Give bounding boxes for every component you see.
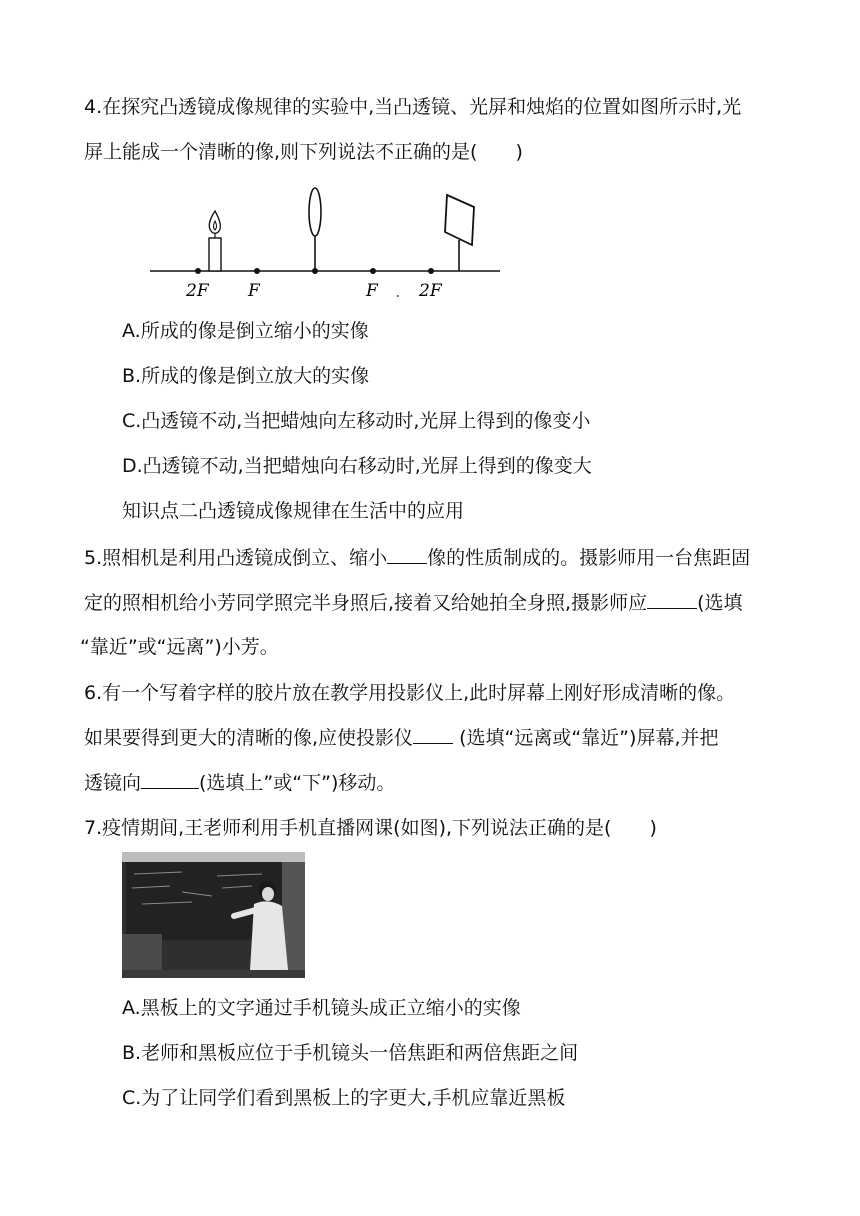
point-2f-right bbox=[428, 268, 434, 274]
q6-line1: 6.有一个写着字样的胶片放在教学用投影仪上,此时屏幕上刚好形成清晰的像。 bbox=[84, 682, 736, 704]
q4-option-d: D.凸透镜不动,当把蜡烛向右移动时,光屏上得到的像变大 bbox=[122, 455, 592, 477]
light-screen-icon bbox=[445, 195, 474, 271]
q4-stem-line2: 屏上能成一个清晰的像,则下列说法不正确的是( ) bbox=[84, 141, 523, 163]
label-2f-left: 2F bbox=[186, 281, 209, 301]
q5-line3: “靠近”或“远离”)小芳。 bbox=[80, 636, 279, 658]
q7-stem: 7.疫情期间,王老师利用手机直播网课(如图),下列说法正确的是( ) bbox=[84, 817, 657, 839]
q5-text-a: 5.照相机是利用凸透镜成倒立、缩小 bbox=[84, 547, 388, 569]
candle-icon bbox=[209, 211, 221, 271]
q5-text-d: (选填 bbox=[697, 592, 743, 614]
q6-text-a: 如果要得到更大的清晰的像,应使投影仪 bbox=[84, 727, 414, 749]
q5-line1 bbox=[84, 545, 750, 571]
q4-option-a: A.所成的像是倒立缩小的实像 bbox=[122, 320, 369, 342]
q6-text-d: (选填上”或“下”)移动。 bbox=[199, 772, 396, 794]
q7-option-b: B.老师和黑板应位于手机镜头一倍焦距和两倍焦距之间 bbox=[122, 1042, 579, 1064]
q6-text-c: 透镜向 bbox=[84, 772, 142, 794]
q5-blank-1 bbox=[387, 545, 427, 564]
q5-text-b: 像的性质制成的。摄影师用一台焦距固 bbox=[427, 547, 751, 569]
q6-blank-1 bbox=[413, 725, 453, 744]
q6-text-b: (选填“远离或“靠近”)屏幕,并把 bbox=[453, 727, 719, 749]
teacher-blackboard-photo bbox=[122, 852, 305, 978]
section-title: 知识点二凸透镜成像规律在生活中的应用 bbox=[122, 500, 465, 522]
q6-blank-2 bbox=[141, 770, 199, 789]
label-2f-right: 2F bbox=[419, 281, 442, 301]
q7-option-a: A.黑板上的文字通过手机镜头成正立缩小的实像 bbox=[122, 997, 521, 1019]
q6-line2 bbox=[84, 725, 718, 751]
lens-experiment-diagram bbox=[145, 180, 510, 305]
q4-option-b: B.所成的像是倒立放大的实像 bbox=[122, 365, 370, 387]
point-f-right bbox=[370, 268, 376, 274]
label-f-right: F bbox=[366, 281, 378, 301]
q5-text-c: 定的照相机给小芳同学照完半身照后,接着又给她拍全身照,摄影师应 bbox=[84, 592, 648, 614]
convex-lens-icon bbox=[309, 188, 321, 271]
q5-line2 bbox=[84, 590, 743, 616]
label-f-left: F bbox=[248, 281, 260, 301]
q4-option-c: C.凸透镜不动,当把蜡烛向左移动时,光屏上得到的像变小 bbox=[122, 410, 591, 432]
q5-blank-2 bbox=[647, 590, 697, 609]
q4-stem-line1: 4.在探究凸透镜成像规律的实验中,当凸透镜、光屏和烛焰的位置如图所示时,光 bbox=[84, 96, 742, 118]
q6-line3 bbox=[84, 770, 395, 796]
point-f-left bbox=[254, 268, 260, 274]
point-2f-left bbox=[195, 268, 201, 274]
q7-option-c: C.为了让同学们看到黑板上的字更大,手机应靠近黑板 bbox=[122, 1087, 566, 1109]
